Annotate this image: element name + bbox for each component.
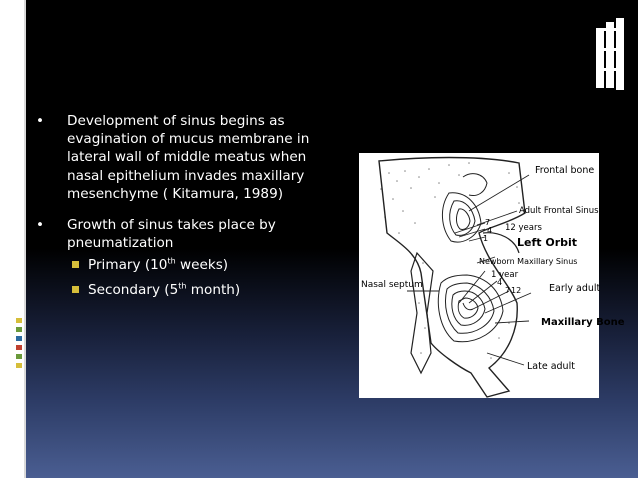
label-1-year: 1 year <box>491 270 519 280</box>
label-number-7b: 7 <box>505 286 511 295</box>
label-nasal-septum: Nasal septum <box>361 280 423 290</box>
bullet-1-text: Development of sinus begins as evagination of mucus membrane in lateral wall of middle meatus when nasal epithelium invades maxillary mesenchyme ( Kitamura, 1989) <box>67 113 310 202</box>
left-accent-strip <box>0 0 26 478</box>
sinus-diagram-svg <box>359 153 625 398</box>
label-12-years: 12 years <box>505 223 542 233</box>
label-newborn-maxillary-sinus: Newborn Maxillary Sinus <box>479 257 578 266</box>
sinus-development-diagram <box>359 153 625 398</box>
label-number-7: 7 <box>485 218 491 227</box>
slide-text <box>36 112 336 299</box>
bullet-2-text: Growth of sinus takes place by pneumatization <box>67 217 276 252</box>
square-bullet-icon <box>72 261 79 268</box>
label-number-12: 12 <box>511 286 522 295</box>
label-number-4: 4 <box>487 226 493 235</box>
orbit-rim <box>483 233 519 253</box>
label-left-orbit: Left Orbit <box>517 236 578 249</box>
label-maxillary-bone: Maxillary Bone <box>541 317 625 328</box>
window-decoration <box>596 18 626 92</box>
bullet-2: • Growth of sinus takes place by pneumatization <box>36 217 276 252</box>
label-late-adult: Late adult <box>527 361 575 372</box>
label-adult-frontal-sinus: Adult Frontal Sinus <box>519 206 599 216</box>
subbullet-secondary: Secondary (5th month) <box>36 281 336 299</box>
maxillary-sinus-contours <box>438 275 503 342</box>
square-bullet-icon <box>72 286 79 293</box>
subbullet-primary: Primary (10th weeks) <box>36 256 336 274</box>
label-number-4b: 4 <box>497 278 503 287</box>
label-early-adult: Early adult <box>549 283 601 294</box>
label-frontal-bone: Frontal bone <box>535 165 595 176</box>
nasal-septum-shape <box>411 253 433 373</box>
label-number-1: 1 <box>483 234 489 243</box>
bullet-1: • Development of sinus begins as evagination of mucus membrane in lateral wall of middle meatus when nasal epithelium invades maxillary mesenchyme ( Kitamura, 1989) <box>36 113 310 202</box>
color-bars-decoration <box>16 318 22 372</box>
